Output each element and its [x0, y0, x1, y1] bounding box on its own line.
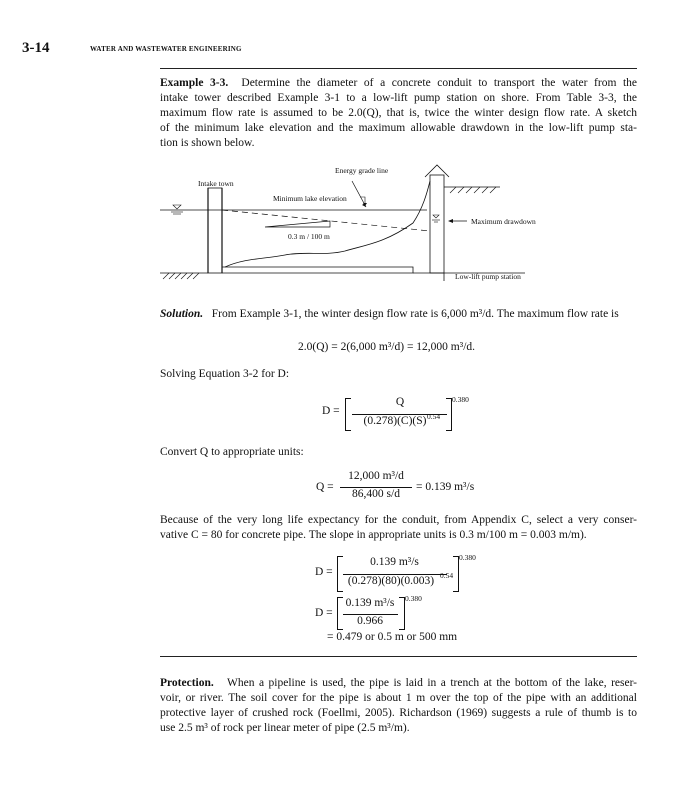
- eq2-lhs: D =: [322, 405, 340, 417]
- eq4-denominator: (0.278)(80)(0.003): [347, 575, 435, 587]
- protection-paragraph: [160, 676, 637, 736]
- eq5-lhs: D =: [315, 607, 333, 619]
- page-number: 3-14: [22, 40, 50, 56]
- protection-label: Protection.: [160, 677, 214, 689]
- protection-line-1: When a pipeline is used, the pipe is laid in a trench at the bottom of the lake, reser-: [227, 677, 638, 689]
- solving-line: Solving Equation 3-2 for D:: [160, 368, 290, 380]
- convert-line: Convert Q to appropriate units:: [160, 446, 304, 458]
- because-paragraph: [160, 513, 637, 543]
- protection-line-4: use 2.5 m³ of rock per linear meter of pipe (2.5 m³/m).: [160, 722, 410, 734]
- eq4-exponent: 0.380: [459, 553, 476, 562]
- equation-6: = 0.479 or 0.5 m or 500 mm: [327, 631, 458, 643]
- solution-label: Solution.: [160, 308, 204, 320]
- bottom-rule: [160, 656, 637, 657]
- eq5-numerator: 0.139 m³/s: [345, 597, 395, 609]
- intake-diagram: [155, 163, 550, 288]
- because-line-2: vative C = 80 for concrete pipe. The slope in appropriate units is 0.3 m/100 m = 0.003 m/m).: [160, 529, 587, 541]
- equation-1: 2.0(Q) = 2(6,000 m³/d) = 12,000 m³/d.: [298, 341, 476, 353]
- eq2-den-exponent: 0.54: [427, 412, 441, 421]
- eq2-numerator: Q: [395, 396, 405, 408]
- protection-line-2: voir, or river. The soil cover for the pipe is about 1 m over the top of the pipe with an additional: [160, 692, 637, 704]
- energy-grade-line-label: Energy grade line: [335, 166, 389, 175]
- eq3-numerator: 12,000 m³/d: [348, 470, 404, 482]
- eq2-exponent: 0.380: [452, 395, 469, 404]
- eq4-numerator: 0.139 m³/s: [370, 556, 419, 568]
- slope-label: 0.3 m / 100 m: [288, 232, 330, 241]
- eq2-denominator: (0.278)(C)(S): [363, 415, 427, 427]
- example-label: Example 3-3.: [160, 77, 229, 89]
- solution-text: From Example 3-1, the winter design flow rate is 6,000 m³/d. The maximum flow rate is: [211, 308, 619, 320]
- example-line-2: intake tower described Example 3-1 to a low-lift pump station on shore. From Table 3-3, the: [160, 92, 637, 104]
- eq4-lhs: D =: [315, 566, 333, 578]
- example-paragraph: [160, 76, 637, 151]
- eq3-denominator: 86,400 s/d: [352, 488, 400, 500]
- max-drawdown-label: Maximum drawdown: [471, 217, 536, 226]
- example-line-1: Determine the diameter of a concrete conduit to transport the water from the: [241, 77, 638, 89]
- solution-line: [160, 307, 637, 322]
- top-rule: [160, 68, 637, 69]
- example-line-4: of the minimum lake elevation and the maximum allowable drawdown in the low-lift pump sta-: [160, 122, 637, 134]
- eq4-den-exponent: 0.54: [440, 571, 454, 580]
- eq3-rhs: = 0.139 m³/s: [416, 481, 475, 493]
- running-title: WATER AND WASTEWATER ENGINEERING: [90, 45, 242, 53]
- eq3-lhs: Q =: [316, 481, 334, 493]
- example-line-5: tion is shown below.: [160, 137, 255, 149]
- eq5-exponent: 0.380: [405, 594, 422, 603]
- eq5-denominator: 0.966: [357, 615, 383, 627]
- protection-line-3: protective layer of crushed rock (Foellmi, 2005). Richardson (1969) suggests a rule of thumb is to: [160, 707, 637, 719]
- example-line-3: maximum flow rate is assumed to be 2.0(Q), that is, twice the winter design flow rate. A sketch: [160, 107, 637, 119]
- pump-station-label: Low-lift pump station: [455, 272, 521, 281]
- min-lake-elevation-label: Minimum lake elevation: [273, 194, 347, 203]
- because-line-1: Because of the very long life expectancy for the conduit, from Appendix C, select a very conser-: [160, 514, 637, 526]
- intake-tower-label: Intake town: [198, 179, 234, 188]
